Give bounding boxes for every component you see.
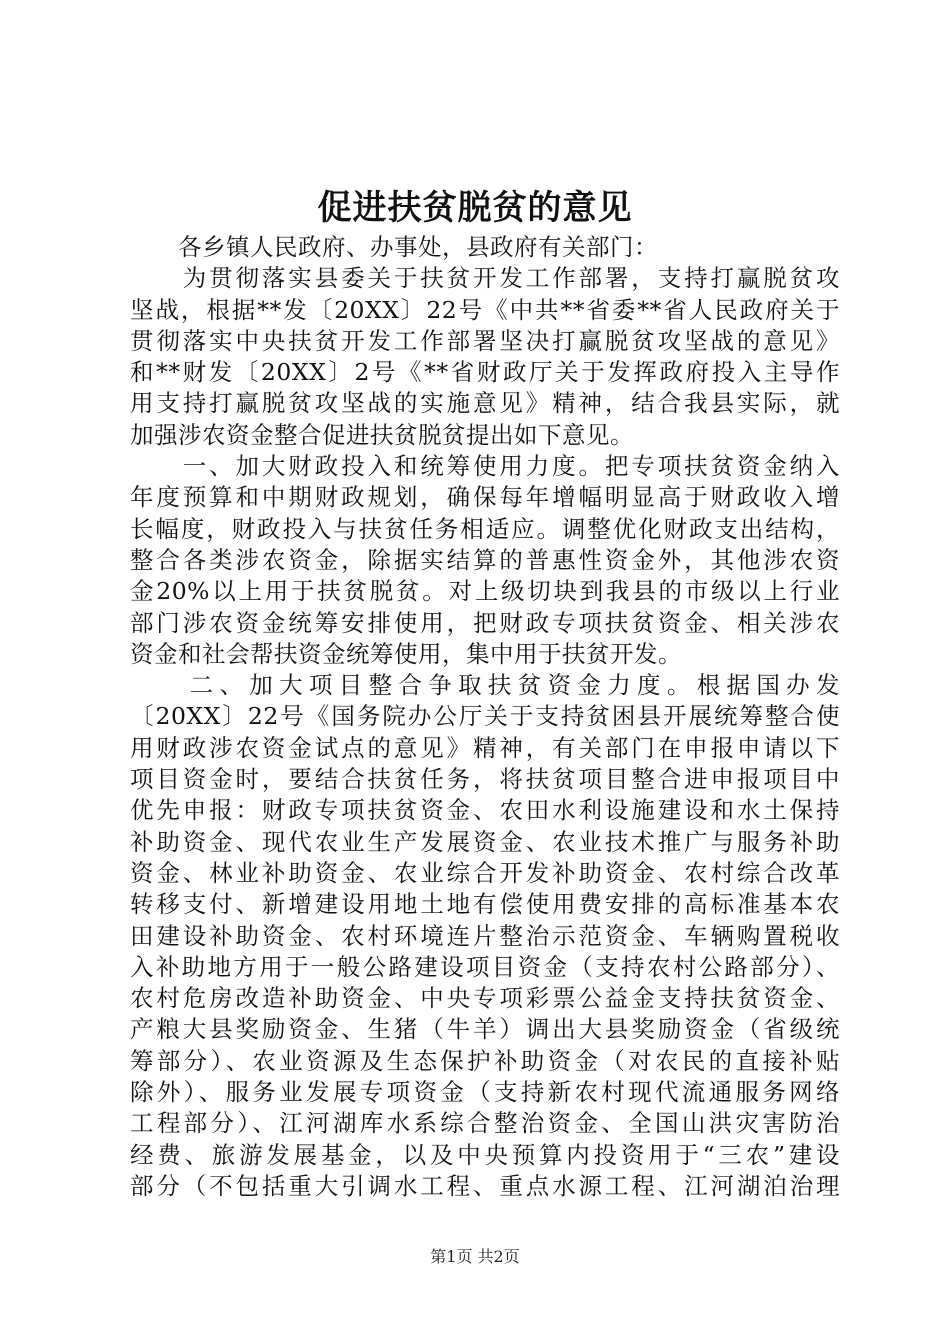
body-line: 补助资金、现代农业生产发展资金、农业技术推广与服务补助 xyxy=(130,827,840,856)
body-line: 部分（不包括重大引调水工程、重点水源工程、江河湖泊治理 xyxy=(130,1171,840,1200)
body-line: 资金、林业补助资金、农业综合开发补助资金、农村综合改革 xyxy=(130,858,840,887)
body-line: 工程部分）、江河湖库水系综合整治资金、全国山洪灾害防治 xyxy=(130,1109,840,1138)
body-line: 农村危房改造补助资金、中央专项彩票公益金支持扶贫资金、 xyxy=(130,984,840,1013)
body-line: 〔20XX〕22号《国务院办公厅关于支持贫困县开展统筹整合使 xyxy=(130,702,840,731)
body-line: 优先申报：财政专项扶贫资金、农田水利设施建设和水土保持 xyxy=(130,796,840,825)
body-line: 长幅度，财政投入与扶贫任务相适应。调整优化财政支出结构， xyxy=(130,514,840,543)
body-line: 转移支付、新增建设用地土地有偿使用费安排的高标准基本农 xyxy=(130,890,840,919)
document-title: 促进扶贫脱贫的意见 xyxy=(317,188,633,228)
body-line: 二、加大项目整合争取扶贫资金力度。根据国办发 xyxy=(130,671,840,700)
body-line: 整合各类涉农资金，除据实结算的普惠性资金外，其他涉农资 xyxy=(130,545,840,574)
body-line: 田建设补助资金、农村环境连片整治示范资金、车辆购置税收 xyxy=(130,921,840,950)
body-line: 和**财发〔20XX〕2号《**省财政厅关于发挥政府投入主导作 xyxy=(130,358,840,387)
body-line: 部门涉农资金统筹安排使用，把财政专项扶贫资金、相关涉农 xyxy=(130,608,840,637)
body-line: 筹部分）、农业资源及生态保护补助资金（对农民的直接补贴 xyxy=(130,1046,840,1075)
body-line: 用财政涉农资金试点的意见》精神，有关部门在申报申请以下 xyxy=(130,733,840,762)
body-line: 各乡镇人民政府、办事处，县政府有关部门： xyxy=(130,233,658,261)
body-line: 经费、旅游发展基金，以及中央预算内投资用于“三农”建设 xyxy=(130,1140,840,1169)
body-line: 一、加大财政投入和统筹使用力度。把专项扶贫资金纳入 xyxy=(130,452,840,481)
document-body xyxy=(130,232,840,1202)
body-line: 用支持打赢脱贫攻坚战的实施意见》精神，结合我县实际，就 xyxy=(130,389,840,418)
body-line: 年度预算和中期财政规划，确保每年增幅明显高于财政收入增 xyxy=(130,483,840,512)
body-line: 坚战，根据**发〔20XX〕22号《中共**省委**省人民政府关于 xyxy=(130,295,840,324)
body-line: 除外）、服务业发展专项资金（支持新农村现代流通服务网络 xyxy=(130,1078,840,1107)
body-line: 金20%以上用于扶贫脱贫。对上级切块到我县的市级以上行业 xyxy=(130,577,840,606)
body-line: 贯彻落实中央扶贫开发工作部署坚决打赢脱贫攻坚战的意见》 xyxy=(130,326,840,355)
body-line: 加强涉农资金整合促进扶贫脱贫提出如下意见。 xyxy=(130,420,634,449)
body-line: 产粮大县奖励资金、生猪（牛羊）调出大县奖励资金（省级统 xyxy=(130,1015,840,1044)
body-line: 入补助地方用于一般公路建设项目资金（支持农村公路部分）、 xyxy=(130,952,840,981)
body-line: 为贯彻落实县委关于扶贫开发工作部署，支持打赢脱贫攻 xyxy=(130,264,840,293)
body-line: 项目资金时，要结合扶贫任务，将扶贫项目整合进申报项目中 xyxy=(130,765,840,794)
body-line: 资金和社会帮扶资金统筹使用，集中用于扶贫开发。 xyxy=(130,639,682,668)
page-footer: 第1页 共2页 xyxy=(430,1247,520,1266)
